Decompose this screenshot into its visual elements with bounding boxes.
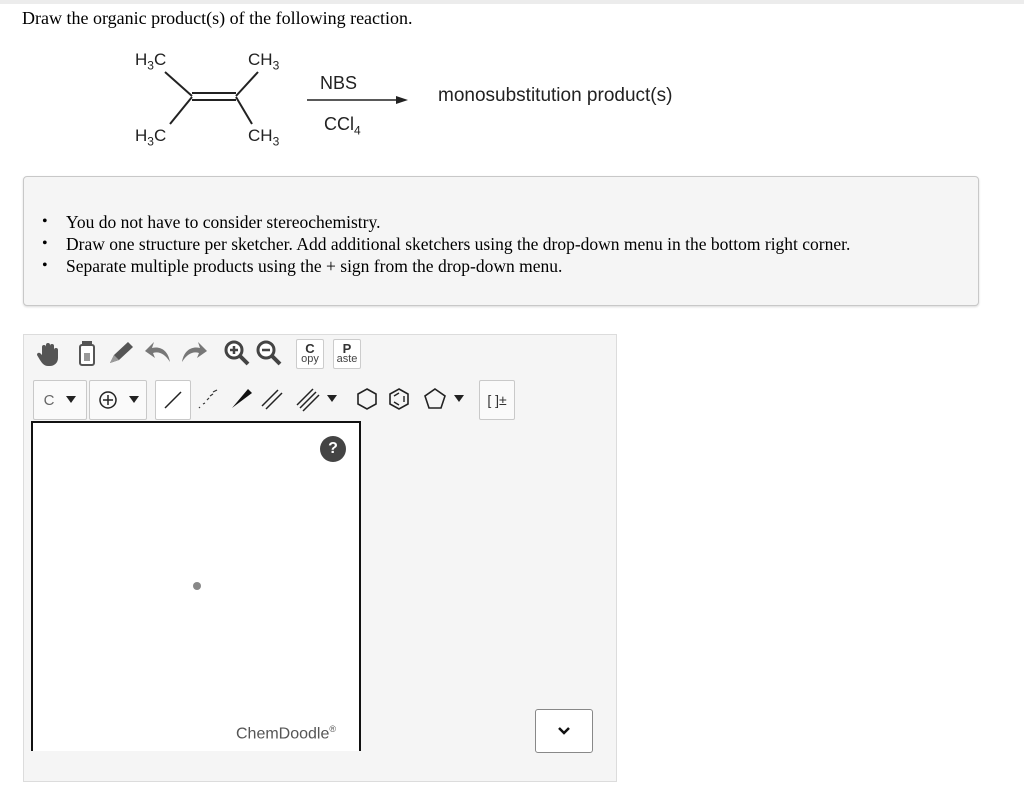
charge-plus-icon [97, 389, 119, 411]
instruction-item: • Draw one structure per sketcher. Add additional sketchers using the drop-down menu in the bottom right corner. [66, 233, 850, 255]
charge-selector[interactable] [89, 380, 147, 420]
element-selector[interactable] [33, 380, 87, 420]
undo-icon[interactable] [144, 338, 174, 368]
cyclohexane-tool[interactable] [352, 384, 382, 414]
product-label: monosubstitution product(s) [438, 85, 673, 106]
brand-name: ChemDoodle [236, 725, 330, 743]
paste-button[interactable] [333, 339, 361, 369]
benzene-tool[interactable] [384, 384, 414, 414]
chemdoodle-brand [236, 724, 336, 743]
reaction-arrowhead [396, 96, 408, 104]
copy-button[interactable] [296, 339, 324, 369]
help-button[interactable]: ? [320, 436, 346, 462]
cyclopentane-tool[interactable] [416, 384, 470, 414]
methyl-top-right: $CH_3$ [248, 50, 280, 73]
instructions-panel [23, 176, 979, 306]
reaction-scheme [0, 0, 1024, 170]
reagent-solvent: CCl$_4$ [324, 114, 361, 138]
bracket-label: [ ]± [487, 392, 507, 408]
eraser-icon[interactable] [72, 337, 102, 367]
single-bond-tool[interactable] [155, 380, 191, 420]
hashed-bond-tool[interactable] [193, 384, 223, 414]
paste-button-bottom: aste [336, 353, 358, 365]
instruction-item: • Separate multiple products using the + sign from the drop-down menu. [66, 255, 850, 277]
add-sketcher-dropdown[interactable] [535, 709, 593, 753]
chevron-down-icon [557, 726, 571, 736]
pencil-icon[interactable] [106, 338, 136, 368]
instructions-list [66, 211, 850, 277]
chevron-down-icon [129, 396, 139, 404]
question-text: Draw the organic product(s) of the following reaction. [22, 8, 413, 28]
copy-button-top: C [305, 341, 315, 356]
chevron-down-icon [327, 395, 337, 403]
hand-icon[interactable] [33, 339, 63, 369]
reagent-nbs: NBS [320, 73, 358, 93]
redo-icon[interactable] [178, 338, 208, 368]
brand-mark: ® [329, 724, 337, 734]
chevron-down-icon [66, 396, 76, 404]
methyl-bottom-left: $H_3C$ [135, 126, 167, 149]
element-label: C [43, 391, 55, 409]
canvas-cursor-dot [193, 582, 201, 590]
methyl-bottom-right: $CH_3$ [248, 126, 280, 149]
triple-bond-tool[interactable] [290, 384, 342, 414]
copy-button-bottom: opy [301, 353, 319, 365]
bracket-tool[interactable] [479, 380, 515, 420]
zoom-out-icon[interactable] [254, 338, 284, 368]
zoom-in-icon[interactable] [222, 338, 252, 368]
wedge-bond-tool[interactable] [226, 384, 256, 414]
chevron-down-icon [454, 395, 464, 403]
double-bond-tool[interactable] [257, 384, 287, 414]
paste-button-top: P [342, 341, 352, 356]
instruction-item: • You do not have to consider stereochemistry. [66, 211, 850, 233]
methyl-top-left: $H_3C$ [135, 50, 167, 73]
